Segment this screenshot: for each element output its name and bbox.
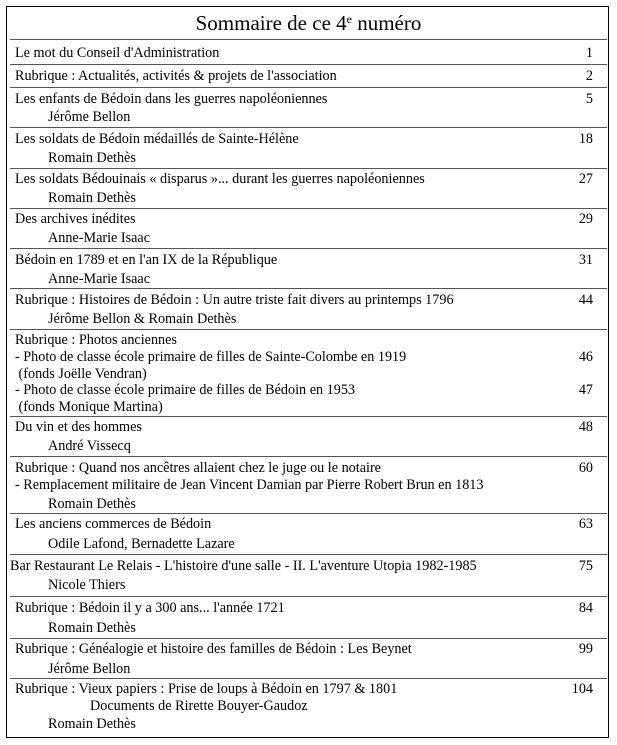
entry-title: Rubrique : Actualités, activités & projets de l'association bbox=[15, 68, 337, 84]
entry-title: Rubrique : Bédoin il y a 300 ans... l'année 1721 bbox=[15, 600, 285, 616]
entry-page: 18 bbox=[578, 131, 593, 147]
entry-subtitle: - Photo de classe école primaire de filles de Bédoin en 1953 bbox=[15, 382, 356, 398]
entry-author: Odile Lafond, Bernadette Lazare bbox=[48, 536, 235, 552]
entry-author: Jérôme Bellon bbox=[48, 661, 131, 677]
divider bbox=[10, 596, 607, 597]
entry-title: Bédoin en 1789 et en l'an IX de la République bbox=[15, 252, 278, 268]
entry-author: Romain Dethès bbox=[48, 496, 136, 512]
entry-author: Nicole Thiers bbox=[48, 577, 126, 593]
entry-subtitle: (fonds Monique Martina) bbox=[15, 399, 163, 415]
divider bbox=[10, 64, 607, 65]
divider bbox=[10, 513, 607, 514]
divider bbox=[10, 39, 607, 40]
entry-page: 47 bbox=[578, 382, 593, 398]
divider bbox=[10, 416, 607, 417]
entry-subtitle: - Photo de classe école primaire de filles de Sainte-Colombe en 1919 bbox=[15, 349, 407, 365]
entry-title: Les soldats Bédouinais « disparus »... durant les guerres napoléoniennes bbox=[15, 171, 425, 187]
divider bbox=[10, 554, 607, 555]
entry-author: Romain Dethès bbox=[48, 190, 136, 206]
entry-author: Romain Dethès bbox=[48, 150, 136, 166]
entry-page: 31 bbox=[578, 252, 593, 268]
entry-page: 84 bbox=[578, 600, 593, 616]
entry-page: 104 bbox=[571, 681, 593, 697]
divider bbox=[10, 168, 607, 169]
entry-title: Des archives inédites bbox=[15, 211, 136, 227]
entry-page: 1 bbox=[585, 45, 593, 61]
entry-page: 44 bbox=[578, 292, 593, 308]
entry-title: Rubrique : Photos anciennes bbox=[15, 332, 177, 348]
divider bbox=[10, 329, 607, 330]
entry-subtitle: - Remplacement militaire de Jean Vincent Damian par Pierre Robert Brun en 1813 bbox=[15, 477, 484, 493]
divider bbox=[10, 288, 607, 289]
entry-author: André Vissecq bbox=[48, 438, 131, 454]
entry-author: Anne-Marie Isaac bbox=[48, 271, 151, 287]
entry-author: Romain Dethès bbox=[48, 716, 136, 732]
entry-title: Les enfants de Bédoin dans les guerres napoléoniennes bbox=[15, 91, 328, 107]
entry-title: Les anciens commerces de Bédoin bbox=[15, 516, 212, 532]
entry-page: 29 bbox=[578, 211, 593, 227]
entry-title: Rubrique : Vieux papiers : Prise de loups à Bédoin en 1797 & 1801 bbox=[15, 681, 398, 697]
entry-title: Les soldats de Bédoin médaillés de Sainte-Hélène bbox=[15, 131, 299, 147]
entry-page: 46 bbox=[578, 349, 593, 365]
entry-page: 5 bbox=[585, 91, 593, 107]
entry-author: Jérôme Bellon & Romain Dethès bbox=[48, 311, 237, 327]
entry-title: Rubrique : Généalogie et histoire des familles de Bédoin : Les Beynet bbox=[15, 641, 412, 657]
entry-subtitle: Documents de Rirette Bouyer-Gaudoz bbox=[90, 698, 308, 714]
entry-page: 27 bbox=[578, 171, 593, 187]
divider bbox=[10, 638, 607, 639]
entry-title: Rubrique : Quand nos ancêtres allaient chez le juge ou le notaire bbox=[15, 460, 381, 476]
entry-page: 63 bbox=[578, 516, 593, 532]
divider bbox=[10, 678, 607, 679]
entry-page: 2 bbox=[585, 68, 593, 84]
entry-title: Rubrique : Histoires de Bédoin : Un autre triste fait divers au printemps 1796 bbox=[15, 292, 454, 308]
entry-page: 48 bbox=[578, 419, 593, 435]
entry-title: Le mot du Conseil d'Administration bbox=[15, 45, 220, 61]
divider bbox=[10, 248, 607, 249]
entry-author: Romain Dethès bbox=[48, 620, 136, 636]
entry-title: Du vin et des hommes bbox=[15, 419, 142, 435]
entry-page: 75 bbox=[578, 558, 593, 574]
entry-author: Anne-Marie Isaac bbox=[48, 230, 151, 246]
entry-title: Bar Restaurant Le Relais - L'histoire d'une salle - II. L'aventure Utopia 1982-1985 bbox=[10, 558, 477, 574]
entry-subtitle: (fonds Joëlle Vendran) bbox=[15, 366, 147, 382]
entry-page: 60 bbox=[578, 460, 593, 476]
divider bbox=[10, 208, 607, 209]
entry-page: 99 bbox=[578, 641, 593, 657]
divider bbox=[10, 127, 607, 128]
page-title: Sommaire de ce 4e numéro bbox=[195, 11, 422, 35]
entry-author: Jérôme Bellon bbox=[48, 109, 131, 125]
divider bbox=[10, 87, 607, 88]
divider bbox=[10, 456, 607, 457]
